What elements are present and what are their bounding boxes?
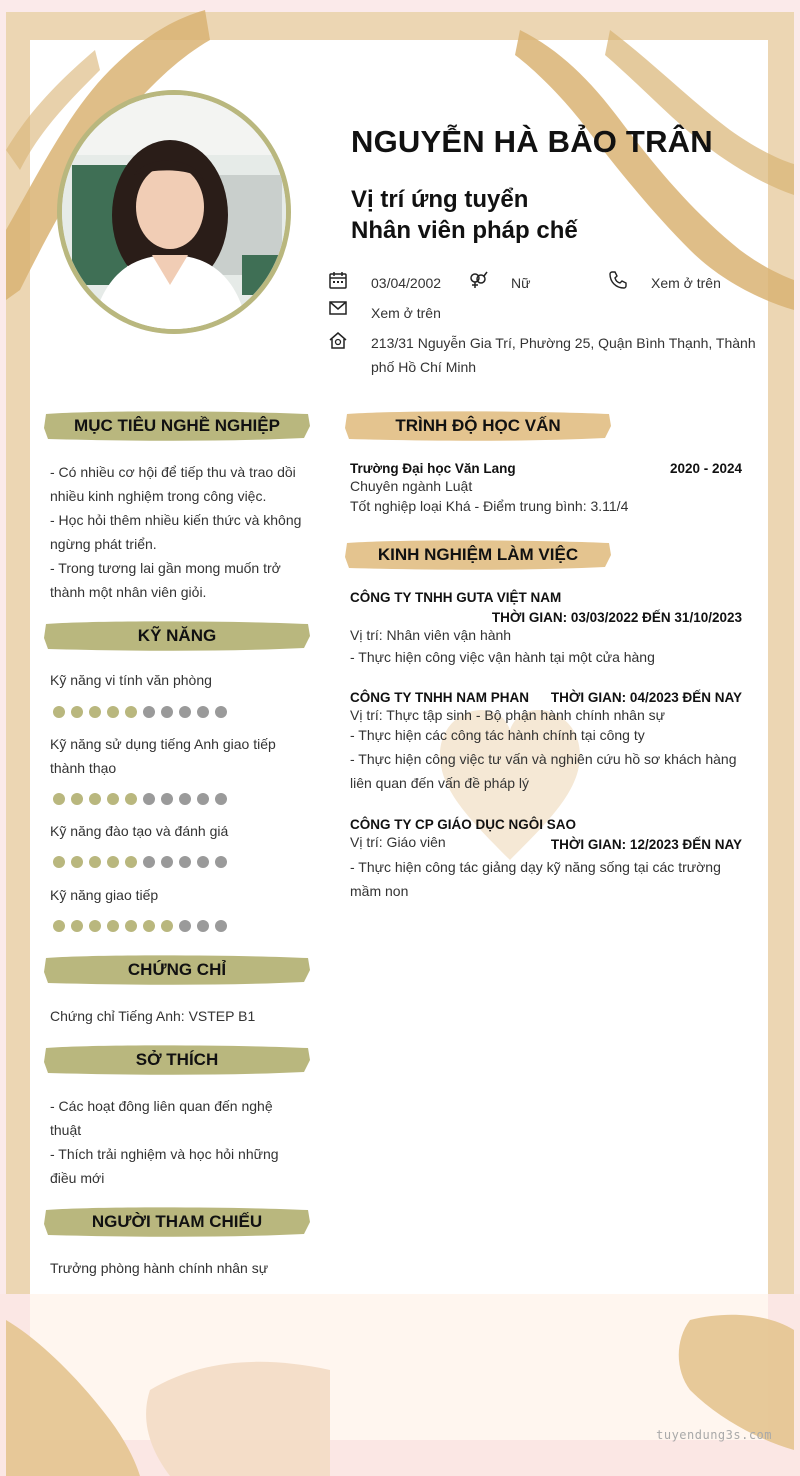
hobby-line: thuật bbox=[50, 1122, 82, 1138]
reference-text: Trưởng phòng hành chính nhân sự bbox=[50, 1260, 269, 1276]
skill-dot-filled bbox=[71, 793, 83, 805]
school-name: Trường Đại học Văn Lang bbox=[350, 461, 516, 476]
brush-stroke-bottom-left bbox=[0, 1300, 340, 1476]
phone-value: Xem ở trên bbox=[651, 275, 721, 291]
skill-dot-filled bbox=[89, 706, 101, 718]
job-duty: - Thực hiện các công tác hành chính tại công ty bbox=[350, 727, 645, 743]
skill-dot-filled bbox=[53, 856, 65, 868]
skill-dot-filled bbox=[107, 793, 119, 805]
skill-dot-empty bbox=[179, 856, 191, 868]
skill-dot-empty bbox=[215, 793, 227, 805]
job-company: CÔNG TY CP GIÁO DỤC NGÔI SAO bbox=[350, 817, 577, 832]
job-role: Vị trí: Thực tập sinh - Bộ phận hành chính nhân sự bbox=[350, 707, 666, 723]
job-role: Vị trí: Nhân viên vận hành bbox=[350, 627, 512, 643]
skill-dot-empty bbox=[215, 856, 227, 868]
skill-name: Kỹ năng đào tạo và đánh giá bbox=[50, 823, 229, 839]
objective-line: thành một nhân viên giỏi. bbox=[50, 584, 207, 600]
skill-dot-filled bbox=[107, 706, 119, 718]
calendar-icon bbox=[328, 270, 348, 290]
skill-dot-empty bbox=[179, 793, 191, 805]
education-heading: TRÌNH ĐỘ HỌC VẤN bbox=[343, 408, 613, 444]
skills-heading: KỸ NĂNG bbox=[42, 618, 312, 654]
skill-dot-filled bbox=[161, 920, 173, 932]
job-time: THỜI GIAN: 12/2023 ĐẾN NAY bbox=[550, 837, 742, 852]
objective-line: - Học hỏi thêm nhiều kiến thức và không bbox=[50, 512, 302, 528]
skill-dot-empty bbox=[197, 793, 209, 805]
address-line-1: 213/31 Nguyễn Gia Trí, Phường 25, Quận Bình Thạnh, Thành bbox=[371, 335, 756, 351]
home-location-icon bbox=[328, 330, 348, 350]
skill-dot-filled bbox=[107, 920, 119, 932]
objective-line: - Trong tương lai gần mong muốn trở bbox=[50, 560, 281, 576]
job-duty: liên quan đến vấn đề pháp lý bbox=[350, 775, 530, 791]
certificates-heading: CHỨNG CHỈ bbox=[42, 952, 312, 988]
skill-dot-filled bbox=[89, 856, 101, 868]
skill-dot-filled bbox=[89, 793, 101, 805]
job-role: Vị trí: Giáo viên bbox=[350, 834, 446, 850]
skill-dot-empty bbox=[197, 706, 209, 718]
skill-dot-empty bbox=[179, 706, 191, 718]
phone-icon bbox=[608, 270, 628, 290]
skill-rating bbox=[53, 793, 227, 805]
job-duty: - Thực hiện công việc vận hành tại một cửa hàng bbox=[350, 649, 655, 665]
skill-name: Kỹ năng giao tiếp bbox=[50, 887, 159, 903]
job-time: THỜI GIAN: 03/03/2022 ĐẾN 31/10/2023 bbox=[491, 610, 742, 625]
skill-dot-empty bbox=[143, 793, 155, 805]
skill-dot-empty bbox=[197, 856, 209, 868]
skill-dot-empty bbox=[161, 706, 173, 718]
job-duty: - Thực hiện công việc tư vấn và nghiên cứu hồ sơ khách hàng bbox=[350, 751, 737, 767]
skill-name: Kỹ năng sử dụng tiếng Anh giao tiếp bbox=[50, 736, 276, 752]
hobby-line: điều mới bbox=[50, 1170, 105, 1186]
objective-line: nhiều kinh nghiệm trong công việc. bbox=[50, 488, 267, 504]
reference-heading: NGƯỜI THAM CHIẾU bbox=[42, 1204, 312, 1240]
gender-icon bbox=[468, 270, 488, 290]
skill-rating bbox=[53, 856, 227, 868]
skill-dot-filled bbox=[71, 706, 83, 718]
objective-line: ngừng phát triển. bbox=[50, 536, 157, 552]
avatar bbox=[62, 95, 286, 329]
education-period: 2020 - 2024 bbox=[669, 461, 742, 476]
skill-dot-filled bbox=[53, 706, 65, 718]
experience-heading: KINH NGHIỆM LÀM VIỆC bbox=[343, 537, 613, 573]
education-result: Tốt nghiệp loại Khá - Điểm trung bình: 3.11/4 bbox=[350, 498, 629, 514]
skill-dot-empty bbox=[179, 920, 191, 932]
skill-dot-empty bbox=[143, 856, 155, 868]
envelope-icon bbox=[328, 298, 348, 318]
skill-dot-filled bbox=[125, 706, 137, 718]
position-label: Vị trí ứng tuyển bbox=[351, 186, 529, 213]
skill-rating bbox=[53, 920, 227, 932]
position-title: Nhân viên pháp chế bbox=[351, 217, 578, 244]
brush-stroke-top-right bbox=[500, 10, 800, 310]
job-duty: - Thực hiện công tác giảng dạy kỹ năng sống tại các trường bbox=[350, 859, 721, 875]
skill-dot-filled bbox=[125, 793, 137, 805]
skill-dot-empty bbox=[197, 920, 209, 932]
skill-dot-empty bbox=[215, 920, 227, 932]
gender-value: Nữ bbox=[511, 275, 531, 291]
certificate-text: Chứng chỉ Tiếng Anh: VSTEP B1 bbox=[50, 1008, 256, 1024]
objective-line: - Có nhiều cơ hội để tiếp thu và trao dồi bbox=[50, 464, 296, 480]
skill-name: Kỹ năng vi tính văn phòng bbox=[50, 672, 212, 688]
skill-dot-empty bbox=[161, 793, 173, 805]
skill-dot-filled bbox=[125, 920, 137, 932]
job-time: THỜI GIAN: 04/2023 ĐẾN NAY bbox=[550, 690, 742, 705]
skill-dot-filled bbox=[143, 920, 155, 932]
hobby-line: - Thích trải nghiệm và học hỏi những bbox=[50, 1146, 279, 1162]
skill-name: thành thạo bbox=[50, 760, 117, 776]
address-line-2: phố Hồ Chí Minh bbox=[371, 359, 477, 375]
skill-dot-filled bbox=[53, 920, 65, 932]
birthday-value: 03/04/2002 bbox=[371, 275, 442, 291]
hobby-line: - Các hoạt đông liên quan đến nghệ bbox=[50, 1098, 273, 1114]
skill-rating bbox=[53, 706, 227, 718]
skill-dot-filled bbox=[125, 856, 137, 868]
skill-dot-filled bbox=[107, 856, 119, 868]
skill-dot-empty bbox=[215, 706, 227, 718]
education-major: Chuyên ngành Luật bbox=[350, 478, 473, 494]
skill-dot-filled bbox=[71, 856, 83, 868]
email-value: Xem ở trên bbox=[371, 305, 441, 321]
skill-dot-filled bbox=[89, 920, 101, 932]
hobbies-heading: SỞ THÍCH bbox=[42, 1042, 312, 1078]
job-company: CÔNG TY TNHH NAM PHAN bbox=[350, 690, 530, 705]
job-duty: mầm non bbox=[350, 883, 409, 899]
job-company: CÔNG TY TNHH GUTA VIỆT NAM bbox=[350, 590, 562, 605]
site-watermark: tuyendung3s.com bbox=[656, 1428, 772, 1442]
candidate-name: NGUYỄN HÀ BẢO TRÂN bbox=[351, 124, 713, 159]
objective-heading: MỤC TIÊU NGHỀ NGHIỆP bbox=[42, 408, 312, 444]
skill-dot-filled bbox=[53, 793, 65, 805]
skill-dot-empty bbox=[143, 706, 155, 718]
skill-dot-filled bbox=[71, 920, 83, 932]
skill-dot-empty bbox=[161, 856, 173, 868]
